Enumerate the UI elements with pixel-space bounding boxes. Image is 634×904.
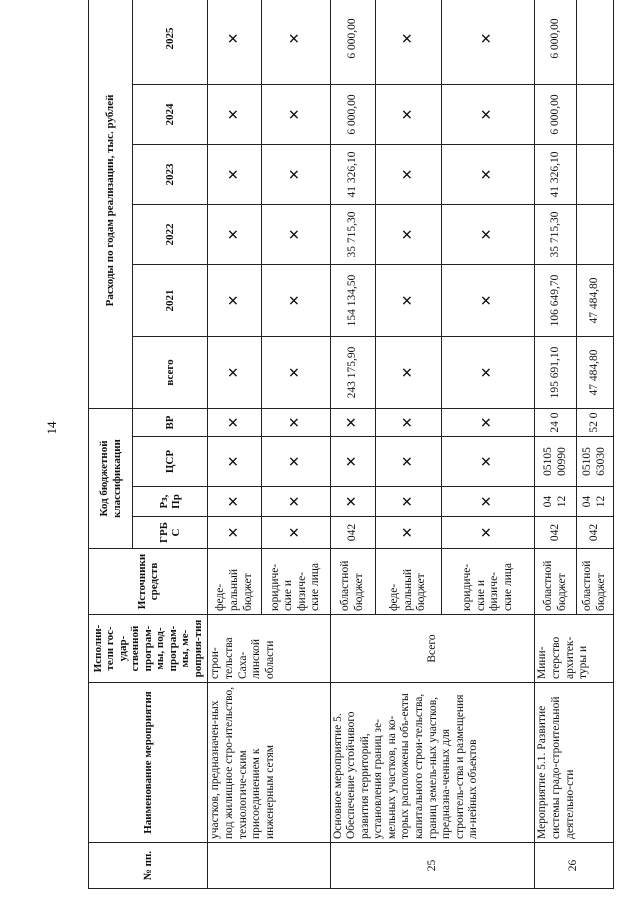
header-rzpr: Рз, Пр [133, 487, 208, 517]
cell-vr: 24 0 [535, 409, 576, 437]
cell-2021: 47 484,80 [576, 265, 613, 337]
cross-mark: ✕ [208, 205, 262, 265]
cell-empty [576, 85, 613, 145]
cell-rzpr: 04 12 [535, 487, 576, 517]
cell-num-26: 26 [535, 843, 614, 889]
cross-mark: ✕ [442, 265, 535, 337]
cell-2022: 35 715,30 [535, 205, 576, 265]
cross-mark: ✕ [208, 85, 262, 145]
cross-mark: ✕ [208, 0, 262, 85]
cell-name-25: Основное мероприятие 5. Обеспечение устойчивого развития территорий, установления границ зе-мельных участков, на ко-торых расположены объ-екты капитального строи-тельства, границ земель-ных участков, предназна-ченных для строитель-ства и размещения ли-нейных объектов [330, 683, 535, 843]
cell-total: 195 691,10 [535, 337, 576, 409]
cross-mark: ✕ [330, 487, 376, 517]
cross-mark: ✕ [262, 337, 330, 409]
header-total: всего [133, 337, 208, 409]
cell-name-26: Мероприятие 5.1. Развитие системы градо-строительной деятельно-сти [535, 683, 614, 843]
cell-name-cont: участков, предназначен-ных под жилищное стро-ительство, технологиче-ским присоединением к инженерным сетям [208, 683, 330, 843]
header-sources: Источники средств [89, 549, 208, 615]
cell-2023: 41 326,10 [330, 145, 376, 205]
cell-source: юридиче-ские и физиче-ские лица [262, 549, 330, 615]
cross-mark: ✕ [442, 0, 535, 85]
cell-empty [576, 145, 613, 205]
cell-2022: 35 715,30 [330, 205, 376, 265]
cell-executor-26: Мини-стерство архитек-туры и [535, 615, 614, 683]
cross-mark: ✕ [442, 337, 535, 409]
header-2023: 2023 [133, 145, 208, 205]
cell-total: 47 484,80 [576, 337, 613, 409]
budget-table [88, 0, 614, 889]
cell-vr: 52 0 [576, 409, 613, 437]
cross-mark: ✕ [208, 437, 262, 487]
cell-empty [576, 205, 613, 265]
cross-mark: ✕ [262, 265, 330, 337]
cross-mark: ✕ [262, 0, 330, 85]
cross-mark: ✕ [376, 437, 442, 487]
cell-grbs: 042 [330, 517, 376, 549]
cell-rzpr: 04 12 [576, 487, 613, 517]
cell-csr: 05105 00990 [535, 437, 576, 487]
table-row [535, 0, 576, 889]
cross-mark: ✕ [442, 85, 535, 145]
table-row [208, 0, 262, 889]
cell-2024: 6 000,00 [535, 85, 576, 145]
cell-num-25: 25 [330, 843, 535, 889]
cross-mark: ✕ [376, 487, 442, 517]
cross-mark: ✕ [376, 409, 442, 437]
cell-total: 243 175,90 [330, 337, 376, 409]
cell-empty [576, 0, 613, 85]
cell-2024: 6 000,00 [330, 85, 376, 145]
cell-2023: 41 326,10 [535, 145, 576, 205]
header-name: Наименование мероприятия [89, 683, 208, 843]
cross-mark: ✕ [208, 337, 262, 409]
cross-mark: ✕ [330, 437, 376, 487]
cross-mark: ✕ [376, 265, 442, 337]
header-csr: ЦСР [133, 437, 208, 487]
cross-mark: ✕ [262, 487, 330, 517]
cross-mark: ✕ [442, 517, 535, 549]
cell-grbs: 042 [576, 517, 613, 549]
header-2021: 2021 [133, 265, 208, 337]
cross-mark: ✕ [442, 205, 535, 265]
cell-num-cont [208, 843, 330, 889]
cell-source: областной бюджет [576, 549, 613, 615]
cross-mark: ✕ [330, 409, 376, 437]
header-2025: 2025 [133, 0, 208, 85]
header-budget-code: Код бюджетной классификации [89, 409, 133, 549]
cross-mark: ✕ [208, 487, 262, 517]
cross-mark: ✕ [376, 337, 442, 409]
header-expenses: Расходы по годам реализации, тыс. рублей [89, 0, 133, 409]
cell-source: областной бюджет [535, 549, 576, 615]
header-2022: 2022 [133, 205, 208, 265]
cell-grbs: 042 [535, 517, 576, 549]
cross-mark: ✕ [376, 0, 442, 85]
cross-mark: ✕ [208, 145, 262, 205]
rotated-table-sheet [88, 18, 614, 889]
cell-2021: 106 649,70 [535, 265, 576, 337]
cross-mark: ✕ [262, 85, 330, 145]
header-executors: Исполни-тели гос-удар-ственной програм-мы, под-програм-мы, ме-роприя-тия [89, 615, 208, 683]
cell-csr: 05105 63030 [576, 437, 613, 487]
cell-source: юридиче-ские и физиче-ские лица [442, 549, 535, 615]
cell-2021: 154 134,50 [330, 265, 376, 337]
cell-source: феде-ральный бюджет [208, 549, 262, 615]
cross-mark: ✕ [208, 265, 262, 337]
cross-mark: ✕ [442, 437, 535, 487]
cross-mark: ✕ [262, 145, 330, 205]
page-number: 14 [44, 421, 59, 435]
cross-mark: ✕ [442, 409, 535, 437]
cell-source: феде-ральный бюджет [376, 549, 442, 615]
cross-mark: ✕ [442, 145, 535, 205]
cell-2025: 6 000,00 [330, 0, 376, 85]
cell-2025: 6 000,00 [535, 0, 576, 85]
cell-executor-25: Всего [330, 615, 535, 683]
header-2024: 2024 [133, 85, 208, 145]
cell-executor-cont: строи-тельства Саха-линской области [208, 615, 330, 683]
cross-mark: ✕ [262, 517, 330, 549]
header-grbs: ГРБ С [133, 517, 208, 549]
table-row [330, 0, 376, 889]
cross-mark: ✕ [262, 409, 330, 437]
cross-mark: ✕ [376, 517, 442, 549]
cross-mark: ✕ [208, 517, 262, 549]
cross-mark: ✕ [376, 145, 442, 205]
cross-mark: ✕ [262, 437, 330, 487]
cell-source: областной бюджет [330, 549, 376, 615]
header-num: № пп. [89, 843, 208, 889]
cross-mark: ✕ [262, 205, 330, 265]
header-vr: ВР [133, 409, 208, 437]
cross-mark: ✕ [208, 409, 262, 437]
cross-mark: ✕ [376, 205, 442, 265]
cross-mark: ✕ [442, 487, 535, 517]
cross-mark: ✕ [376, 85, 442, 145]
